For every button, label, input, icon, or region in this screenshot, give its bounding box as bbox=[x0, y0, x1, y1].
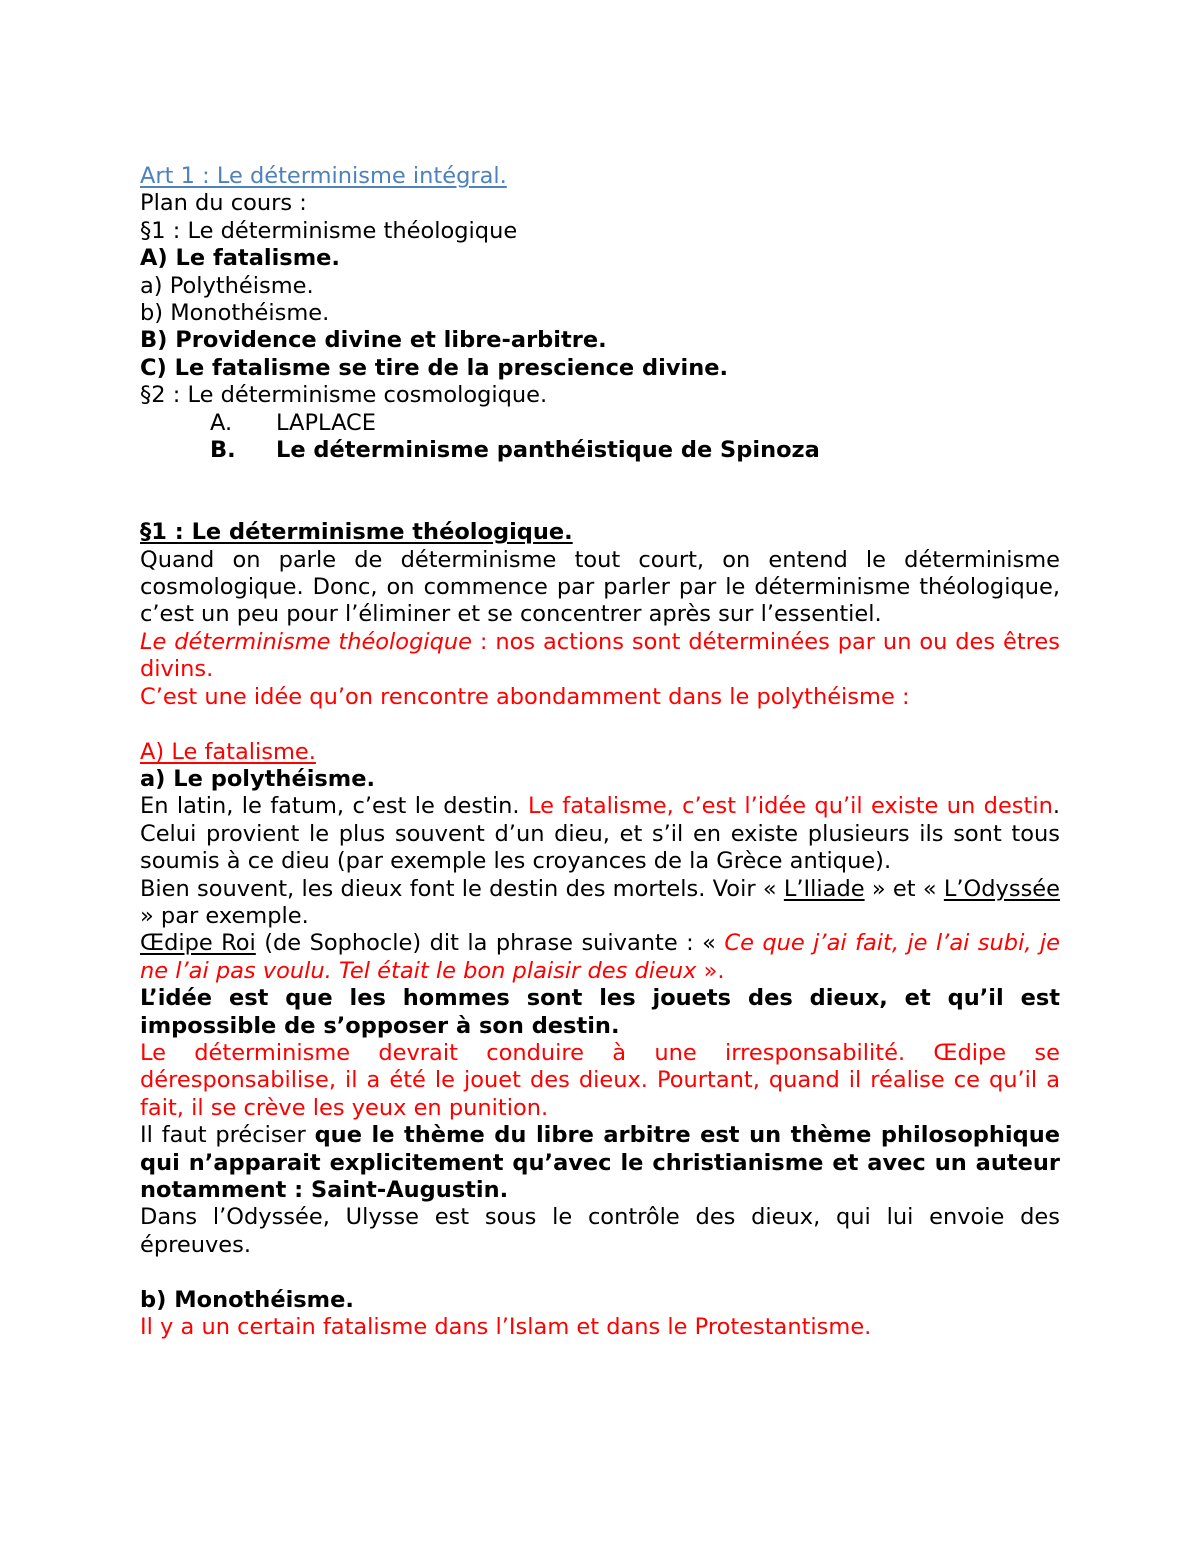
plan-item-b: b) Monothéisme. bbox=[140, 300, 330, 327]
document-page bbox=[140, 163, 1060, 1341]
subsection-A-heading: A) Le fatalisme. bbox=[140, 738, 316, 765]
spacer bbox=[140, 464, 1060, 519]
plan-item-a: a) Polythéisme. bbox=[140, 272, 314, 299]
paragraph-ulysse: Dans l’Odyssée, Ulysse est sous le contrôle des dieux, qui lui envoie des épreuves. bbox=[140, 1204, 1060, 1258]
text-run: » par exemple. bbox=[140, 902, 309, 929]
spacer bbox=[140, 1259, 1060, 1286]
plan-item-B: B) Providence divine et libre-arbitre. bbox=[140, 327, 607, 354]
polytheism-note: C’est une idée qu’on rencontre abondamment dans le polythéisme : bbox=[140, 683, 910, 710]
section-1-intro: Quand on parle de déterminisme tout court, on entend le déterminisme cosmologique. Donc, on commence par parler par le déterminisme théologique, c’est un peu pour l’éliminer et se concentrer après sur l’essentiel. bbox=[140, 546, 1060, 628]
paragraph-gods-destiny bbox=[140, 876, 1060, 931]
subsection-a-heading: a) Le polythéisme. bbox=[140, 765, 376, 792]
plan-section-1: §1 : Le déterminisme théologique bbox=[140, 217, 518, 244]
document-title: Art 1 : Le déterminisme intégral. bbox=[140, 163, 507, 189]
list-text: LAPLACE bbox=[276, 409, 376, 436]
fatalism-definition: Le fatalisme, c’est l’idée qu’il existe un destin bbox=[527, 793, 1053, 820]
libre-arbitre-emphasis: que le thème du libre arbitre est un thème philosophique qui n’apparait explicitement qu’avec le christianisme et avec un auteur notamment : Saint-Augustin. bbox=[140, 1122, 1061, 1203]
text-run: En latin, le fatum, c’est le destin. bbox=[140, 793, 528, 820]
list-label: A. bbox=[210, 409, 233, 436]
paragraph-oedipe bbox=[140, 930, 1060, 985]
odyssee-reference: L’Odyssée bbox=[943, 875, 1060, 902]
iliade-reference: L’Iliade bbox=[783, 875, 865, 902]
list-label: B. bbox=[210, 437, 236, 464]
plan-list-item bbox=[140, 437, 1060, 464]
text-run: (de Sophocle) dit la phrase suivante : « bbox=[255, 930, 725, 957]
list-text: Le déterminisme panthéistique de Spinoza bbox=[276, 437, 820, 464]
definition-text: : nos actions sont déterminées par un ou des êtres divins. bbox=[140, 628, 1060, 683]
plan-list-item bbox=[140, 410, 1060, 437]
text-run: . Celui provient le plus souvent d’un dieu, et s’il en existe plusieurs ils sont tous soumis à ce dieu (par exemple les croyances de la Grèce antique). bbox=[140, 793, 1060, 875]
spacer bbox=[140, 711, 1060, 738]
oedipe-quote: Ce que j’ai fait, je l’ai subi, je ne l’ai pas voulu. Tel était le bon plaisir des dieux bbox=[140, 930, 1060, 984]
section-1-heading: §1 : Le déterminisme théologique. bbox=[140, 519, 573, 546]
plan-heading: Plan du cours : bbox=[140, 190, 307, 217]
paragraph-libre-arbitre bbox=[140, 1122, 1060, 1204]
text-run: » et « bbox=[864, 875, 944, 902]
definition-term: Le déterminisme théologique bbox=[140, 628, 472, 655]
text-run: Bien souvent, les dieux font le destin des mortels. Voir « bbox=[140, 875, 784, 902]
plan-section-2: §2 : Le déterminisme cosmologique. bbox=[140, 382, 548, 409]
definition-paragraph bbox=[140, 629, 1060, 684]
oedipe-reference: Œdipe Roi bbox=[140, 930, 256, 957]
plan-item-C: C) Le fatalisme se tire de la prescience divine. bbox=[140, 354, 729, 381]
text-run: Il faut préciser bbox=[140, 1122, 315, 1149]
paragraph-jouets: L’idée est que les hommes sont les jouets des dieux, et qu’il est impossible de s’opposer à son destin. bbox=[140, 985, 1060, 1039]
paragraph-irresponsabilite: Le déterminisme devrait conduire à une irresponsabilité. Œdipe se déresponsabilise, il a été le jouet des dieux. Pourtant, quand il réalise ce qu’il a fait, il se crève les yeux en punition. bbox=[140, 1039, 1060, 1121]
paragraph-islam: Il y a un certain fatalisme dans l’Islam et dans le Protestantisme. bbox=[140, 1314, 872, 1341]
plan-item-A: A) Le fatalisme. bbox=[140, 245, 340, 272]
text-run: ». bbox=[696, 957, 725, 984]
subsection-b-heading: b) Monothéisme. bbox=[140, 1286, 354, 1313]
paragraph-fatum bbox=[140, 793, 1060, 875]
